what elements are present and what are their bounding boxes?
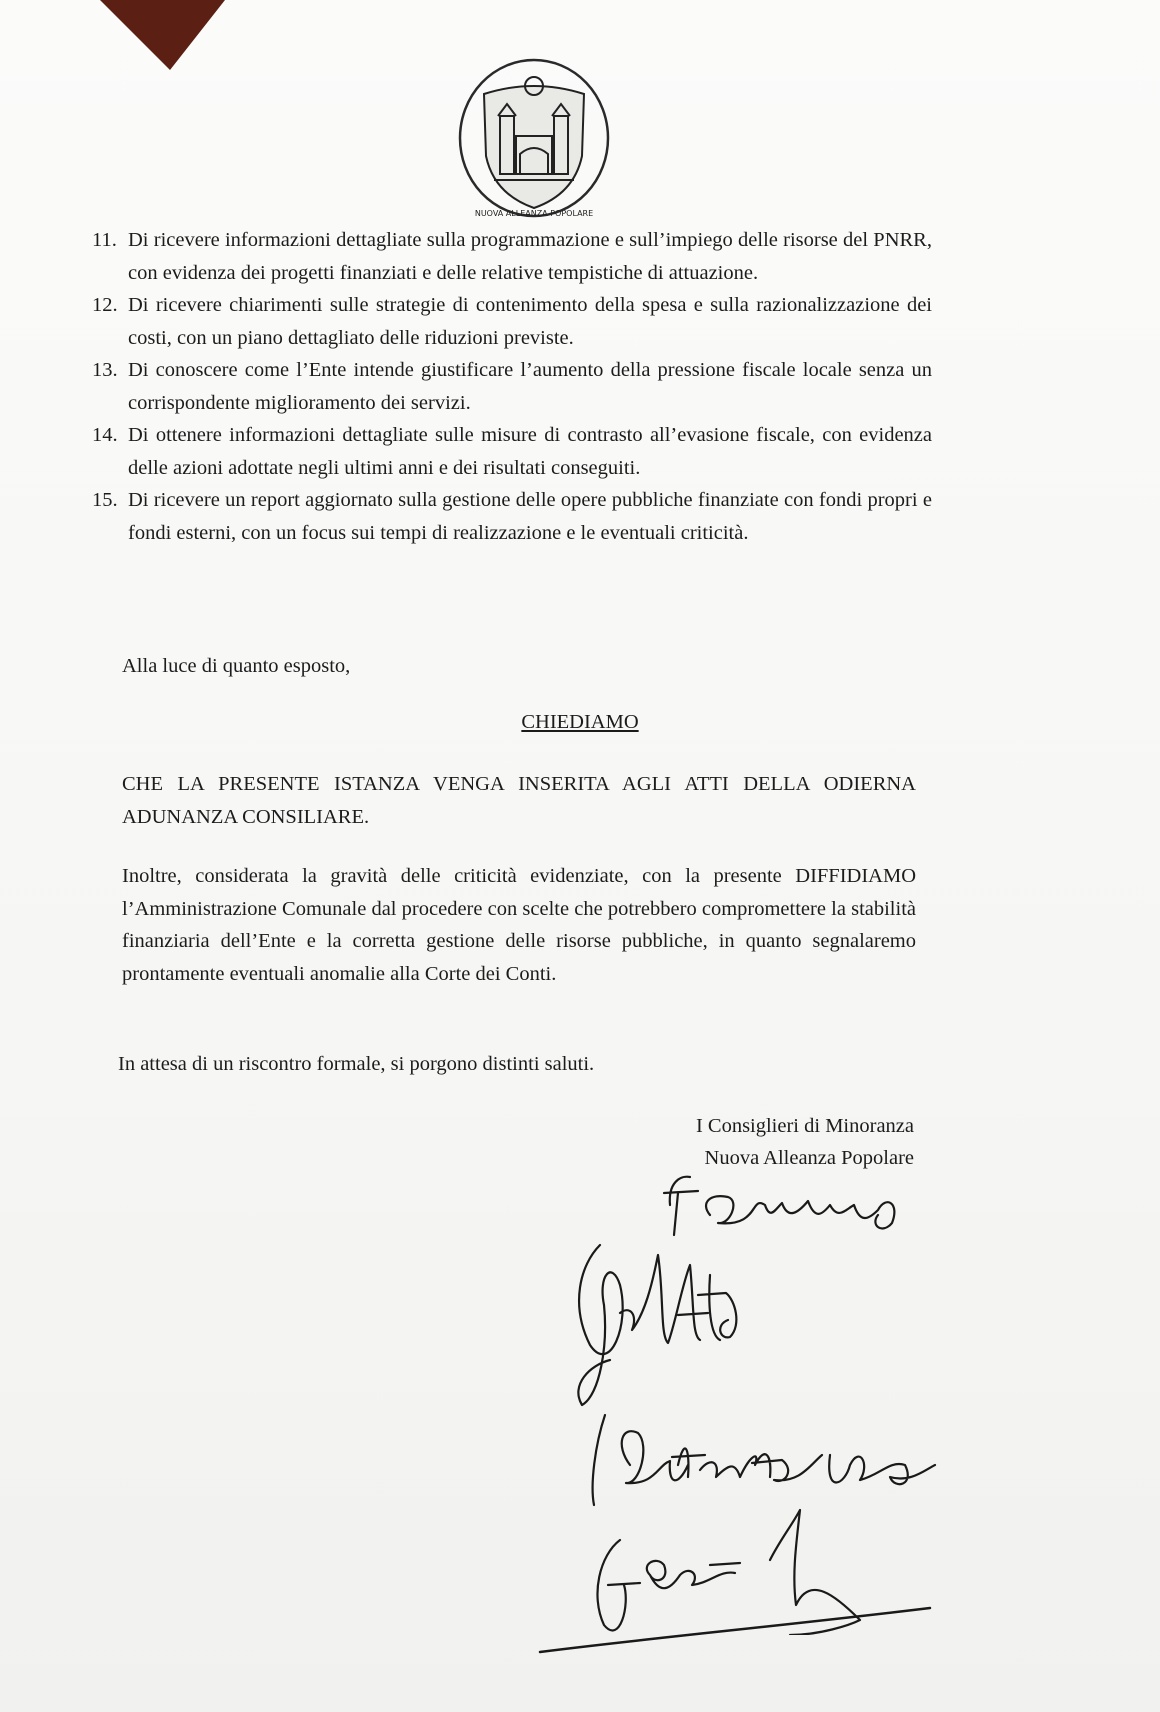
list-item: 12. Di ricevere chiarimenti sulle strategie di contenimento della spesa e sulla razionalizzazione dei costi, con un piano dettagliato delle riduzioni previste. [92, 294, 932, 349]
handwritten-signatures [560, 1165, 980, 1635]
signature-underline [530, 1600, 950, 1660]
closing-line: In attesa di un riscontro formale, si porgono distinti saluti. [118, 1053, 595, 1075]
party-logo-seal [454, 56, 614, 226]
folded-corner [100, 0, 225, 70]
svg-text:NUOVA ALLEANZA POPOLARE: NUOVA ALLEANZA POPOLARE [474, 209, 594, 218]
warning-paragraph: Inoltre, considerata la gravità delle criticità evidenziate, con la presente DIFFIDIAMO l’Amministrazione Comunale dal procedere con scelte che potrebbero compromettere la stabilità finanziaria dell’Ente e la corretta gestione delle risorse pubbliche, in quanto segnalaremo prontamente eventuali anomalie alla Corte dei Conti. [122, 865, 916, 985]
signature-title: I Consiglieri di Minoranza [695, 1115, 914, 1137]
section-heading: CHIEDIAMO [521, 711, 639, 733]
list-item: 15. Di ricevere un report aggiornato sulla gestione delle opere pubbliche finanziate con fondi propri e fondi esterni, con un focus sui tempi di realizzazione e le eventuali criticità. [92, 489, 932, 544]
list-item: 11. Di ricevere informazioni dettagliate sulla programmazione e sull’impiego delle risorse del PNRR, con evidenza dei progetti finanziati e delle relative tempistiche di attuazione. [92, 229, 932, 284]
intro-paragraph: Alla luce di quanto esposto, [122, 655, 351, 677]
list-item: 14. Di ottenere informazioni dettagliate sulle misure di contrasto all’evasione fiscale, con evidenza delle azioni adottate negli ultimi anni e dei risultati conseguiti. [92, 424, 932, 479]
signature-group: Nuova Alleanza Popolare [704, 1147, 914, 1169]
request-list [92, 224, 932, 549]
request-paragraph: CHE LA PRESENTE ISTANZA VENGA INSERITA AGLI ATTI DELLA ODIERNA ADUNANZA CONSILIARE. [122, 773, 916, 828]
list-item: 13. Di conoscere come l’Ente intende giustificare l’aumento della pressione fiscale locale senza un corrispondente miglioramento dei servizi. [92, 359, 932, 414]
